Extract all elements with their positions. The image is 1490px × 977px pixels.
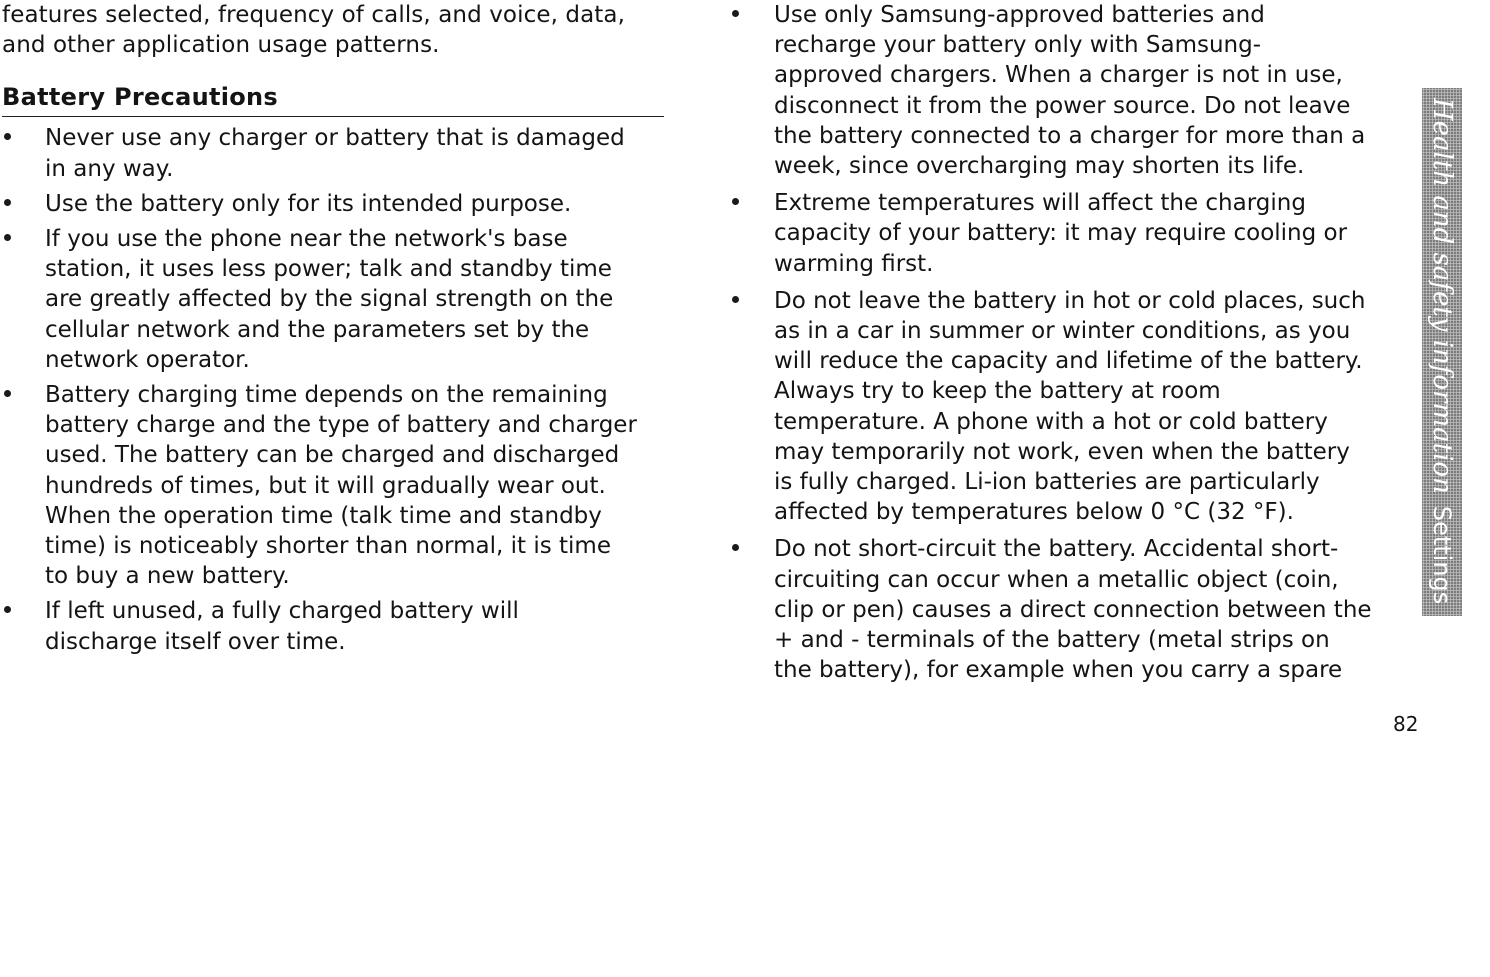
bullet-icon: [4, 199, 11, 206]
list-item: [730, 534, 1395, 685]
list-item-text: If left unused, a fully charged battery will discharge itself over time.: [45, 598, 519, 655]
intro-paragraph: features selected, frequency of calls, and voice, data, and other application usage patterns.: [2, 2, 626, 59]
list-item-text: Battery charging time depends on the remaining battery charge and the type of battery and charger used. The battery can be charged and discharged hundreds of times, but it will gradually wear out. When the operation time (talk time and standby time) is noticeably shorter than normal, it is time to buy a new battery.: [45, 382, 637, 590]
section-title: Settings: [1428, 505, 1456, 605]
list-item-text: Never use any charger or battery that is damaged in any way.: [45, 125, 625, 182]
bullet-icon: [732, 544, 739, 551]
list-item: [730, 286, 1395, 528]
list-item-text: If you use the phone near the network's base station, it uses less power; talk and standby time are greatly affected by the signal strength on the cellular network and the parameters set by the network operator.: [45, 226, 614, 373]
list-item: [730, 0, 1395, 181]
list-item-text: Do not short-circuit the battery. Accidental short- circuiting can occur when a metallic object (coin, clip or pen) causes a direct connection between the + and - terminals of the battery (metal strips on the battery), for example when you carry a spare: [774, 536, 1372, 684]
list-item: [2, 224, 672, 375]
left-bullet-list: [2, 123, 672, 656]
list-item-text: Use only Samsung-approved batteries and recharge your battery only with Samsung- approved chargers. When a charger is not in use, disconnect it from the power source. Do not leave the battery connected to a charger for more than a week, since overcharging may shorten its life.: [774, 2, 1366, 180]
list-item-text: Do not leave the battery in hot or cold places, such as in a car in summer or winter conditions, as you will reduce the capacity and lifetime of the battery. Always try to keep the battery at room temperature. A phone with a hot or cold battery may temporarily not work, even when the battery is fully charged. Li-ion batteries are particularly affected by temperatures below 0 °C (32 °F).: [774, 287, 1366, 526]
right-column: [730, 0, 1395, 692]
bullet-icon: [4, 234, 11, 241]
list-item: [2, 123, 672, 183]
bullet-icon: [4, 606, 11, 613]
list-item: [730, 188, 1395, 279]
list-item-text: Extreme temperatures will affect the charging capacity of your battery: it may require cooling or warming first.: [774, 190, 1348, 277]
left-column: [2, 0, 672, 662]
bullet-icon: [732, 296, 739, 303]
section-heading: Battery Precautions: [2, 82, 664, 117]
side-tab-label: [1428, 98, 1456, 604]
list-item-text: Use the battery only for its intended purpose.: [45, 190, 572, 217]
right-bullet-list: [730, 0, 1395, 685]
page-number: 82: [1393, 712, 1419, 736]
chapter-title: Health and safety information: [1427, 98, 1457, 494]
list-item: [2, 380, 672, 591]
list-item: [2, 596, 672, 656]
bullet-icon: [732, 10, 739, 17]
list-item: [2, 189, 672, 219]
bullet-icon: [4, 390, 11, 397]
bullet-icon: [732, 198, 739, 205]
bullet-icon: [4, 133, 11, 140]
chapter-side-tab: [1422, 88, 1462, 616]
